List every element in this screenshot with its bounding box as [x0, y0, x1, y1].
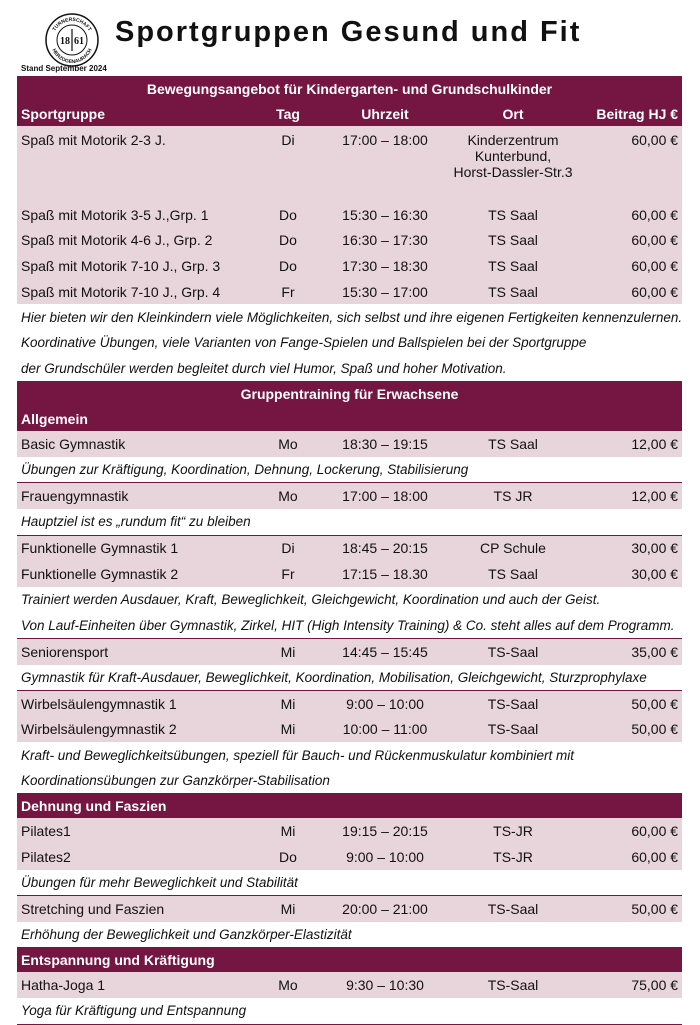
col-header-fee: Beitrag HJ € [577, 101, 682, 126]
description-row [17, 768, 682, 794]
section-header-adults [17, 381, 682, 406]
description-text: Trainiert werden Ausdauer, Kraft, Beweglichkeit, Gleichgewicht, Koordination und auch der Geist. [17, 587, 682, 613]
subsection-header-general [17, 406, 682, 431]
group-cell: Frauengymnastik [17, 483, 255, 509]
column-header-row [17, 101, 682, 126]
group-cell: Spaß mit Motorik 7-10 J., Grp. 4 [17, 279, 255, 305]
description-text: Erhöhung der Beweglichkeit und Ganzkörper-Elastizität [17, 922, 682, 948]
table-row [17, 717, 682, 743]
location-cell: TS Saal [449, 561, 577, 587]
day-cell: Mo [255, 483, 321, 509]
table-row [17, 483, 682, 509]
description-row [17, 330, 682, 356]
table-row [17, 535, 682, 561]
fee-cell: 12,00 € [577, 431, 682, 457]
description-text: Koordinative Übungen, viele Varianten von Fange-Spielen und Ballspielen bei der Sportgruppe [17, 330, 682, 356]
time-cell: 18:30 – 19:15 [321, 431, 449, 457]
day-cell: Fr [255, 561, 321, 587]
time-cell: 15:30 – 17:00 [321, 279, 449, 305]
location-line: Kinderzentrum [467, 132, 559, 148]
table-row [17, 638, 682, 664]
stand-date: Stand September 2024 [21, 64, 107, 73]
section-header-kids [17, 76, 682, 101]
table-row [17, 253, 682, 279]
table-row [17, 561, 682, 587]
table-row [17, 202, 682, 228]
group-cell: Pilates1 [17, 818, 255, 844]
day-cell: Mi [255, 818, 321, 844]
logo-year-right: 61 [74, 36, 84, 47]
location-cell: TS-Saal [449, 691, 577, 717]
day-cell: Mi [255, 896, 321, 922]
day-cell: Do [255, 228, 321, 254]
table-row [17, 228, 682, 254]
subsection-title: Entspannung und Kräftigung [17, 947, 682, 972]
day-cell: Fr [255, 279, 321, 305]
description-row [17, 509, 682, 535]
group-cell: Spaß mit Motorik 3-5 J.,Grp. 1 [17, 202, 255, 228]
group-cell: Funktionelle Gymnastik 2 [17, 561, 255, 587]
location-cell: TS-JR [449, 818, 577, 844]
subsection-header-relax [17, 947, 682, 972]
time-cell: 20:00 – 21:00 [321, 896, 449, 922]
table-row [17, 844, 682, 870]
table-row [17, 279, 682, 305]
table-row [17, 691, 682, 717]
description-text: der Grundschüler werden begleitet durch viel Humor, Spaß und hoher Motivation. [17, 356, 682, 382]
subsection-title: Dehnung und Faszien [17, 793, 682, 818]
day-cell: Di [255, 535, 321, 561]
time-cell: 19:15 – 20:15 [321, 818, 449, 844]
svg-text:TURNERSCHAFT: TURNERSCHAFT [51, 16, 93, 33]
group-cell: Seniorensport [17, 638, 255, 664]
club-logo [44, 12, 100, 68]
col-header-group: Sportgruppe [17, 101, 255, 126]
subsection-header-stretch [17, 793, 682, 818]
group-cell: Basic Gymnastik [17, 431, 255, 457]
location-line: Kunterbund, [474, 148, 552, 164]
group-cell: Spaß mit Motorik 7-10 J., Grp. 3 [17, 253, 255, 279]
day-cell: Do [255, 253, 321, 279]
fee-cell: 60,00 € [577, 279, 682, 305]
description-text: Übungen zur Kräftigung, Koordination, Dehnung, Lockerung, Stabilisierung [17, 457, 682, 483]
group-cell: Hatha-Joga 1 [17, 972, 255, 998]
description-row [17, 457, 682, 483]
description-text: Koordinationsübungen zur Ganzkörper-Stabilisation [17, 768, 682, 794]
description-row [17, 587, 682, 613]
location-cell: TS-Saal [449, 717, 577, 743]
location-line: Horst-Dassler-Str.3 [453, 164, 573, 180]
location-cell: TS-Saal [449, 972, 577, 998]
day-cell: Do [255, 202, 321, 228]
location-cell: TS Saal [449, 228, 577, 254]
fee-cell: 30,00 € [577, 561, 682, 587]
group-cell: Pilates2 [17, 844, 255, 870]
description-text: Hauptziel ist es „rundum fit“ zu bleiben [17, 509, 682, 535]
fee-cell: 12,00 € [577, 483, 682, 509]
location-cell: TS Saal [449, 431, 577, 457]
location-cell: CP Schule [449, 535, 577, 561]
time-cell: 15:30 – 16:30 [321, 202, 449, 228]
time-cell: 17:30 – 18:30 [321, 253, 449, 279]
fee-cell: 50,00 € [577, 717, 682, 743]
subsection-title: Allgemein [17, 406, 682, 431]
time-cell: 10:00 – 11:00 [321, 717, 449, 743]
fee-cell: 60,00 € [577, 228, 682, 254]
description-row [17, 665, 682, 691]
col-header-day: Tag [255, 101, 321, 126]
fee-cell: 60,00 € [577, 818, 682, 844]
day-cell: Mi [255, 717, 321, 743]
table-row [17, 818, 682, 844]
description-row [17, 612, 682, 638]
group-cell: Spaß mit Motorik 2-3 J. [17, 126, 255, 202]
fee-cell: 60,00 € [577, 253, 682, 279]
location-cell: TS-Saal [449, 638, 577, 664]
svg-text:HERZOGENAURACH: HERZOGENAURACH [50, 47, 94, 66]
table-row [17, 972, 682, 998]
day-cell: Mo [255, 972, 321, 998]
time-cell: 17:00 – 18:00 [321, 483, 449, 509]
location-cell: TS-JR [449, 844, 577, 870]
description-text: Von Lauf-Einheiten über Gymnastik, Zirkel, HIT (High Intensity Training) & Co. steht alles auf dem Programm. [17, 612, 682, 638]
logo-year-left: 18 [60, 36, 70, 47]
location-cell: TS JR [449, 483, 577, 509]
description-text: Hier bieten wir den Kleinkindern viele Möglichkeiten, sich selbst und ihre eigenen Fertigkeiten kennenzulernen. [17, 304, 682, 330]
day-cell: Di [255, 126, 321, 202]
table-row [17, 896, 682, 922]
section-title-adults: Gruppentraining für Erwachsene [17, 381, 682, 406]
group-cell: Funktionelle Gymnastik 1 [17, 535, 255, 561]
description-text: Gymnastik für Kraft-Ausdauer, Beweglichkeit, Koordination, Mobilisation, Gleichgewicht, Sturzprophylaxe [17, 665, 682, 691]
time-cell: 9:30 – 10:30 [321, 972, 449, 998]
day-cell: Mi [255, 638, 321, 664]
group-cell: Wirbelsäulengymnastik 2 [17, 717, 255, 743]
fee-cell: 60,00 € [577, 844, 682, 870]
table-row [17, 431, 682, 457]
group-cell: Wirbelsäulengymnastik 1 [17, 691, 255, 717]
time-cell: 9:00 – 10:00 [321, 691, 449, 717]
time-cell: 16:30 – 17:30 [321, 228, 449, 254]
description-text: Kraft- und Beweglichkeitsübungen, speziell für Bauch- und Rückenmuskulatur kombiniert mit [17, 742, 682, 768]
fee-cell: 50,00 € [577, 691, 682, 717]
description-row [17, 922, 682, 948]
fee-cell: 30,00 € [577, 535, 682, 561]
location-cell: TS-Saal [449, 896, 577, 922]
time-cell: 17:00 – 18:00 [321, 126, 449, 202]
fee-cell: 60,00 € [577, 126, 682, 202]
fee-cell: 60,00 € [577, 202, 682, 228]
description-text: Übungen für mehr Beweglichkeit und Stabilität [17, 870, 682, 896]
location-cell: TS Saal [449, 202, 577, 228]
description-row [17, 356, 682, 382]
fee-cell: 50,00 € [577, 896, 682, 922]
schedule-table [17, 76, 682, 1025]
time-cell: 17:15 – 18.30 [321, 561, 449, 587]
group-cell: Stretching und Faszien [17, 896, 255, 922]
location-cell: TS Saal [449, 253, 577, 279]
description-row [17, 998, 682, 1024]
description-row [17, 304, 682, 330]
description-text: Yoga für Kräftigung und Entspannung [17, 998, 682, 1024]
time-cell: 9:00 – 10:00 [321, 844, 449, 870]
table-row [17, 126, 682, 202]
day-cell: Mi [255, 691, 321, 717]
col-header-location: Ort [449, 101, 577, 126]
description-row [17, 870, 682, 896]
page-title: Sportgruppen Gesund und Fit [115, 16, 582, 48]
day-cell: Mo [255, 431, 321, 457]
location-cell [449, 126, 577, 202]
col-header-time: Uhrzeit [321, 101, 449, 126]
time-cell: 14:45 – 15:45 [321, 638, 449, 664]
fee-cell: 75,00 € [577, 972, 682, 998]
description-row [17, 742, 682, 768]
group-cell: Spaß mit Motorik 4-6 J., Grp. 2 [17, 228, 255, 254]
day-cell: Do [255, 844, 321, 870]
location-cell: TS Saal [449, 279, 577, 305]
fee-cell: 35,00 € [577, 638, 682, 664]
section-title-kids: Bewegungsangebot für Kindergarten- und Grundschulkinder [17, 76, 682, 101]
time-cell: 18:45 – 20:15 [321, 535, 449, 561]
